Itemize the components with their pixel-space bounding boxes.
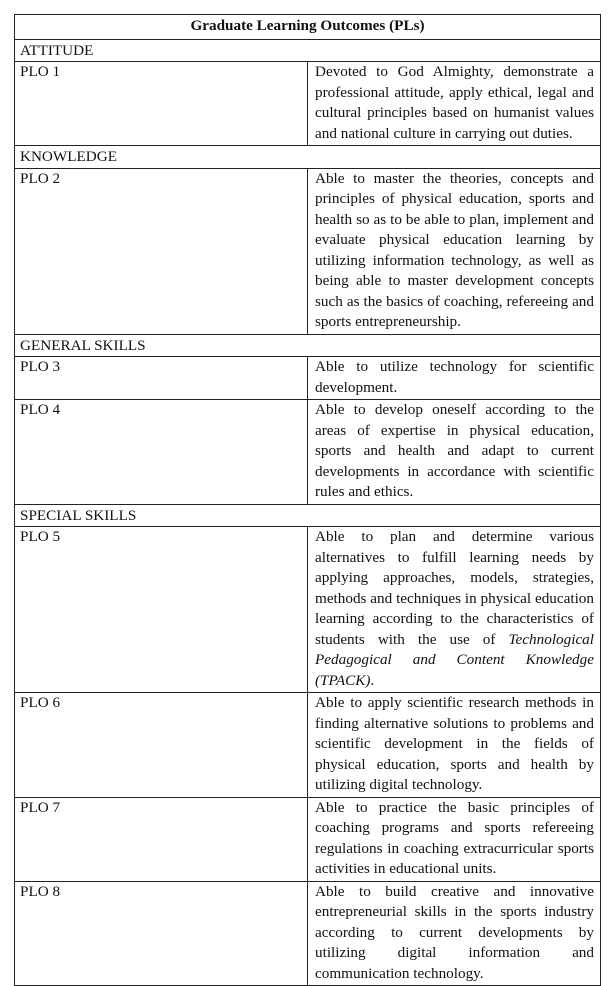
outcome-description: Able to develop oneself according to the areas of expertise in physical education, sports and health and adapt to current developments in accordance with scientific rules and ethics. xyxy=(308,400,601,505)
table-row xyxy=(15,168,601,334)
outcome-description xyxy=(308,527,601,693)
table-row xyxy=(15,693,601,798)
outcome-code: PLO 3 xyxy=(15,357,308,400)
outcome-code: PLO 7 xyxy=(15,797,308,881)
outcome-code: PLO 2 xyxy=(15,168,308,334)
outcome-description: Able to utilize technology for scientific development. xyxy=(308,357,601,400)
outcome-code: PLO 5 xyxy=(15,527,308,693)
section-heading-row xyxy=(15,39,601,62)
table-row xyxy=(15,881,601,986)
table-title-row xyxy=(15,15,601,40)
outcome-description: Able to master the theories, concepts and principles of physical education, sports and health so as to be able to plan, implement and evaluate physical education learning by utilizing information technology, as well as being able to master development concepts such as the basics of coaching, refereeing and sports entrepreneurship. xyxy=(308,168,601,334)
section-heading-row xyxy=(15,146,601,169)
outcome-code: PLO 6 xyxy=(15,693,308,798)
outcome-code: PLO 1 xyxy=(15,62,308,146)
outcome-description-end: . xyxy=(370,671,375,689)
outcome-description-italic: Technological Pedagogical and Content Knowledge (TPACK) xyxy=(315,630,594,689)
learning-outcomes-table xyxy=(14,14,601,986)
table-row xyxy=(15,357,601,400)
section-heading-attitude: ATTITUDE xyxy=(15,39,601,62)
section-heading-knowledge: KNOWLEDGE xyxy=(15,146,601,169)
table-row xyxy=(15,797,601,881)
table-row xyxy=(15,400,601,505)
section-heading-row xyxy=(15,334,601,357)
outcome-code: PLO 4 xyxy=(15,400,308,505)
table-row xyxy=(15,527,601,693)
table-title: Graduate Learning Outcomes (PLs) xyxy=(15,15,601,40)
table-row xyxy=(15,62,601,146)
section-heading-special-skills: SPECIAL SKILLS xyxy=(15,504,601,527)
outcome-description-text: Able to plan and determine various alternatives to fulfill learning needs by applying approaches, models, strategies, methods and techniques in physical education learning according to the characteristics of students with the use of xyxy=(315,528,594,648)
outcome-description: Devoted to God Almighty, demonstrate a professional attitude, apply ethical, legal and cultural principles based on humanist values and national culture in carrying out duties. xyxy=(308,62,601,146)
section-heading-general-skills: GENERAL SKILLS xyxy=(15,334,601,357)
outcome-description: Able to apply scientific research methods in finding alternative solutions to problems and scientific development in the fields of physical education, sports and health by utilizing digital technology. xyxy=(308,693,601,798)
outcome-code: PLO 8 xyxy=(15,881,308,986)
outcome-description: Able to build creative and innovative entrepreneurial skills in the sports industry according to current developments by utilizing digital information and communication technology. xyxy=(308,881,601,986)
outcome-description: Able to practice the basic principles of coaching programs and sports refereeing regulations in coaching extracurricular sports activities in educational units. xyxy=(308,797,601,881)
section-heading-row xyxy=(15,504,601,527)
